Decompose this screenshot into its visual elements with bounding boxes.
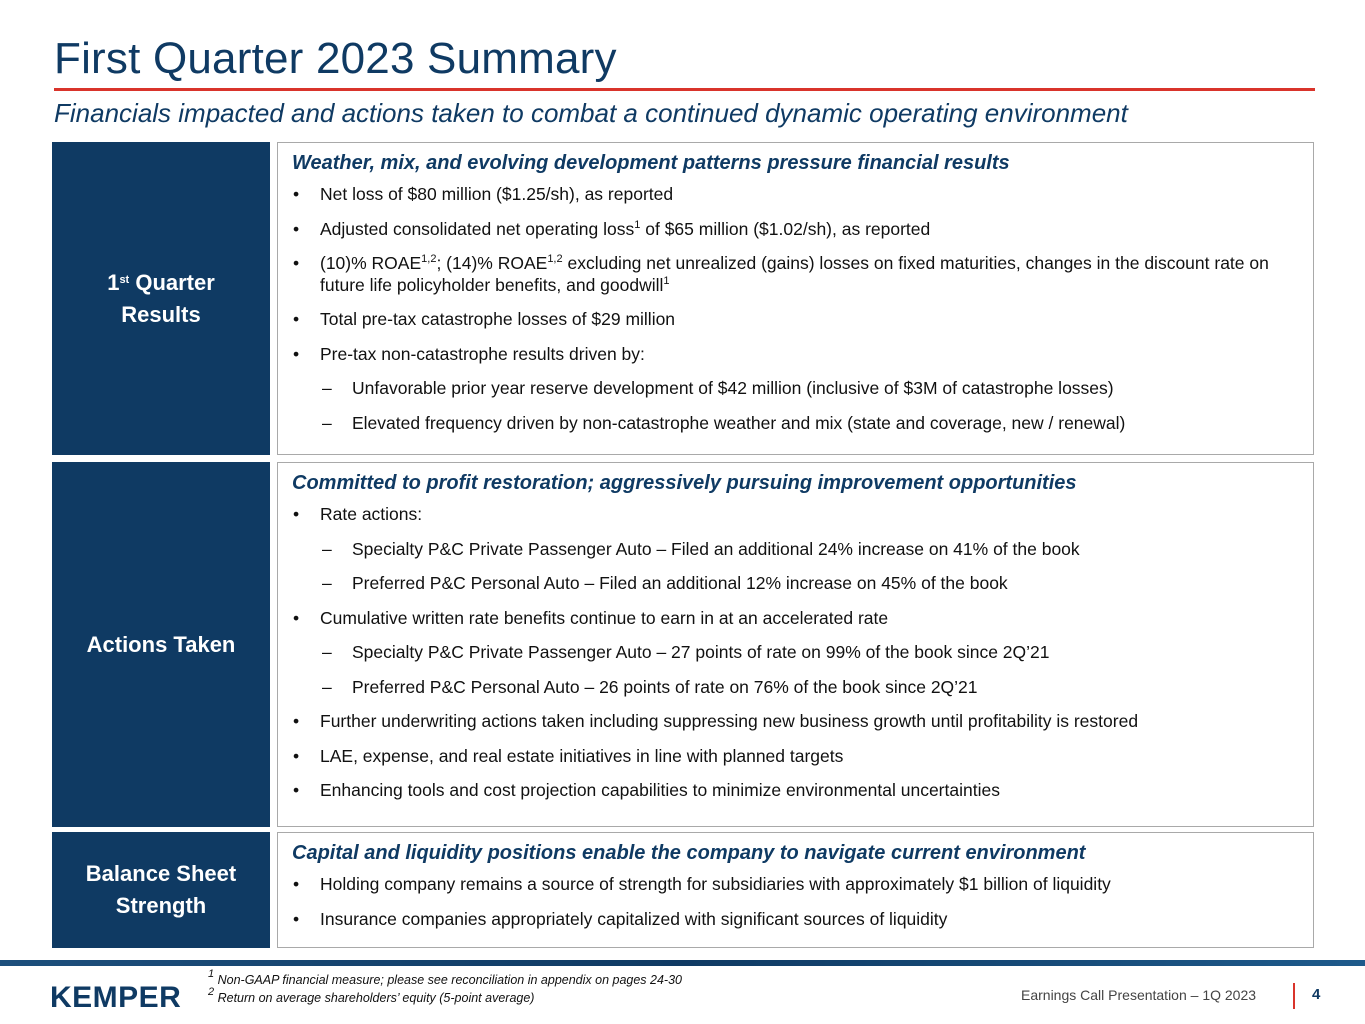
section-heading: Committed to profit restoration; aggressively pursuing improvement opportunities	[292, 472, 1077, 494]
list-item: • (10)% ROAE$^{1,2}$; (14)% ROAE$^{1,2}$ excluding net unrealized (gains) losses on fixed maturities, changes in the discount rate on future life policyholder benefits, and goodwill$^1$	[292, 252, 1299, 296]
section-heading: Capital and liquidity positions enable the company to navigate current environment	[292, 842, 1086, 864]
section-content-actions-taken	[277, 462, 1314, 827]
list-item: • Cumulative written rate benefits continue to earn in at an accelerated rate	[292, 607, 1299, 629]
footer-divider	[1293, 983, 1295, 1009]
list-item: • Further underwriting actions taken including suppressing new business growth until profitability is restored	[292, 710, 1299, 732]
section-actions-taken	[52, 462, 1314, 827]
section-label-balance-sheet: Balance Sheet Strength	[52, 832, 270, 948]
section-q1-results	[52, 142, 1314, 455]
bullet-list	[292, 183, 1299, 434]
list-item: • LAE, expense, and real estate initiatives in line with planned targets	[292, 745, 1299, 767]
footnotes	[208, 968, 683, 1007]
sub-list-item: – Elevated frequency driven by non-catastrophe weather and mix (state and coverage, new / renewal)	[292, 412, 1299, 434]
footnote-2: $^2$ Return on average shareholders’ equity (5-point average)	[208, 986, 535, 1005]
list-item: • Total pre-tax catastrophe losses of $29 million	[292, 308, 1299, 330]
list-item: • Insurance companies appropriately capitalized with significant sources of liquidity	[292, 908, 1299, 930]
section-content-q1-results	[277, 142, 1314, 455]
list-item: • Enhancing tools and cost projection capabilities to minimize environmental uncertainties	[292, 779, 1299, 801]
bullet-list	[292, 873, 1299, 930]
list-item: • Holding company remains a source of strength for subsidiaries with approximately $1 billion of liquidity	[292, 873, 1299, 895]
list-item: • Pre-tax non-catastrophe results driven by:	[292, 343, 1299, 365]
list-item: • Adjusted consolidated net operating loss$^1$ of $65 million ($1.02/sh), as reported	[292, 218, 1299, 240]
bullet-list	[292, 503, 1299, 801]
page-title: First Quarter 2023 Summary	[54, 34, 617, 83]
sub-list-item: – Preferred P&C Personal Auto – Filed an additional 12% increase on 45% of the book	[292, 572, 1299, 594]
footer-band	[0, 960, 1365, 966]
sub-list-item: – Specialty P&C Private Passenger Auto – Filed an additional 24% increase on 41% of the book	[292, 538, 1299, 560]
list-item: • Rate actions:	[292, 503, 1299, 525]
sub-list-item: – Preferred P&C Personal Auto – 26 points of rate on 76% of the book since 2Q’21	[292, 676, 1299, 698]
kemper-logo: KEMPER	[50, 981, 182, 1014]
sub-list-item: – Specialty P&C Private Passenger Auto – 27 points of rate on 99% of the book since 2Q’21	[292, 641, 1299, 663]
section-label-q1-results: 1st Quarter Results	[52, 142, 270, 455]
page-subtitle: Financials impacted and actions taken to combat a continued dynamic operating environment	[54, 98, 1128, 128]
presentation-name: Earnings Call Presentation – 1Q 2023	[1021, 987, 1257, 1003]
footnote-1: $^1$ Non-GAAP financial measure; please see reconciliation in appendix on pages 24-30	[208, 968, 683, 987]
section-content-balance-sheet	[277, 832, 1314, 948]
section-heading: Weather, mix, and evolving development patterns pressure financial results	[292, 152, 1010, 174]
section-label-actions-taken: Actions Taken	[52, 462, 270, 827]
page-number: 4	[1312, 986, 1321, 1003]
section-balance-sheet	[52, 832, 1314, 948]
sub-list-item: – Unfavorable prior year reserve development of $42 million (inclusive of $3M of catastrophe losses)	[292, 377, 1299, 399]
list-item: • Net loss of $80 million ($1.25/sh), as reported	[292, 183, 1299, 205]
title-divider	[54, 88, 1315, 91]
